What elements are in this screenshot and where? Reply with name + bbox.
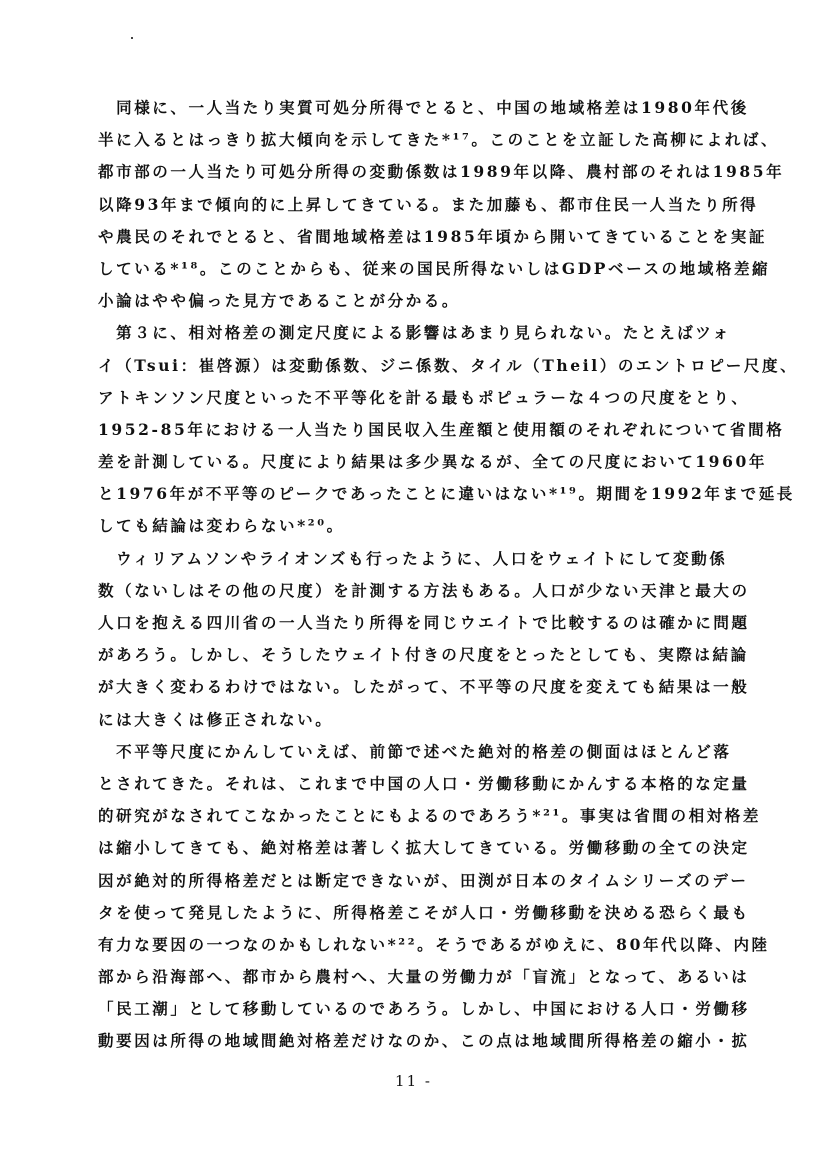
text-line: とされてきた。それは、これまで中国の人口・労働移動にかんする本格的な定量 [98,773,750,793]
text-line: 差を計測している。尺度により結果は多少異なるが、全ての尺度において1960年 [98,452,767,472]
text-line: 的研究がなされてこなかったことにもよるのであろう*²¹。事実は省間の相対格差 [98,806,761,826]
text-line: ウィリアムソンやライオンズも行ったように、人口をウェイトにして変動係 [98,548,728,568]
text-line: と1976年が不平等のピークであったことに違いはない*¹⁹。期間を1992年まで延長 [98,484,795,504]
text-line: 都市部の一人当たり可処分所得の変動係数は1989年以降、農村部のそれは1985年 [98,162,785,182]
text-line: があろう。しかし、そうしたウェイト付きの尺度をとったとしても、実際は結論 [98,645,749,665]
text-line: しても結論は変わらない*²⁰。 [98,516,345,536]
text-line: 人口を抱える四川省の一人当たり所得を同じウエイトで比較するのは確かに問題 [98,613,750,632]
text-line: には大きくは修正されない。 [98,709,334,729]
text-line: 動要因は所得の地域間絶対格差だけなのか、この点は地域間所得格差の縮小・拡 [98,1031,750,1051]
text-line: 第３に、相対格差の測定尺度による影響はあまり見られない。たとえばツォ [98,323,731,343]
text-line: 以降93年まで傾向的に上昇してきている。また加藤も、都市住民一人当たり所得 [98,194,759,214]
text-line: 有力な要因の一つなのかもしれない*²²。そうであるがゆえに、80年代以降、内陸 [98,934,770,954]
text-line: 同様に、一人当たり実質可処分所得でとると、中国の地域格差は1980年代後 [98,98,749,117]
text-line: が大きく変わるわけではない。したがって、不平等の尺度を変えても結果は一般 [98,677,750,697]
scan-speck [131,37,133,39]
text-line: している*¹⁸。このことからも、従来の国民所得ないしはGDPベースの地域格差縮 [98,258,771,278]
text-line: 部から沿海部へ、都市から農村へ、大量の労働力が「盲流」となって、あるいは [98,967,750,987]
text-line: 1952-85年における一人当たり国民収入生産額と使用額のそれぞれについて省間格 [98,419,785,439]
page-number: 11 - [395,1072,432,1090]
text-line: は縮小してきても、絶対格差は著しく拡大してきている。労働移動の全ての決定 [98,838,750,858]
text-line: 小論はやや偏った見方であることが分かる。 [98,291,461,311]
text-line: や農民のそれでとると、省間地域格差は1985年頃から開いてきていることを実証 [98,226,767,246]
text-line: イ（Tsui：崔啓源）は変動係数、ジニ係数、タイル（Theil）のエントロピー尺度、 [98,355,799,375]
text-line: 不平等尺度にかんしていえば、前節で述べた絶対的格差の側面はほとんど落 [98,741,732,761]
text-line: 数（ないしはその他の尺度）を計測する方法もある。人口が少ない天津と最大の [98,580,750,600]
text-line: アトキンソン尺度といった不平等化を計る最もポピュラーな４つの尺度をとり、 [98,387,750,407]
body-text [98,92,799,1058]
text-line: 「民工潮」として移動しているのであろう。しかし、中国における人口・労働移 [98,999,750,1019]
text-line: 因が絶対的所得格差だとは断定できないが、田渕が日本のタイムシリーズのデー [98,870,749,890]
text-line: 半に入るとはっきり拡大傾向を示してきた*¹⁷。このことを立証した高柳によれば、 [98,130,780,150]
text-line: タを使って発見したように、所得格差こそが人口・労働移動を決める恐らく最も [98,902,750,922]
